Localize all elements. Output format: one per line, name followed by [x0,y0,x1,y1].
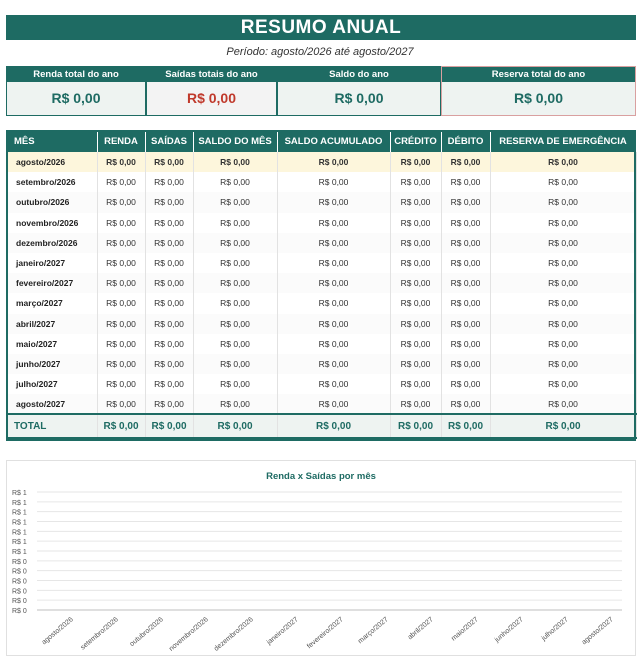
cell-credit[interactable]: R$ 0,00 [390,293,441,313]
card-total-reserve [441,66,636,116]
cell-debit[interactable]: R$ 0,00 [441,354,490,374]
cell-expenses[interactable]: R$ 0,00 [145,314,193,334]
cell-month-balance[interactable]: R$ 0,00 [193,354,277,374]
col-header-expenses: SAÍDAS [145,130,193,152]
cell-accumulated-balance[interactable]: R$ 0,00 [277,334,390,354]
cell-debit[interactable]: R$ 0,00 [441,314,490,334]
cell-income[interactable]: R$ 0,00 [97,354,145,374]
cell-debit[interactable]: R$ 0,00 [441,394,490,414]
cell-month[interactable]: setembro/2026 [6,172,97,192]
cell-month-balance[interactable]: R$ 0,00 [193,233,277,253]
y-tick-label: R$ 0 [12,588,27,596]
cell-credit[interactable]: R$ 0,00 [390,394,441,414]
x-tick-label: abril/2027 [406,616,435,642]
cell-debit[interactable]: R$ 0,00 [441,253,490,273]
cell-accumulated-balance[interactable]: R$ 0,00 [277,152,390,172]
cell-accumulated-balance[interactable]: R$ 0,00 [277,233,390,253]
cell-income[interactable]: R$ 0,00 [97,213,145,233]
cell-month-balance[interactable]: R$ 0,00 [193,172,277,192]
cell-emergency-reserve[interactable]: R$ 0,00 [490,314,636,334]
x-tick-label: outubro/2026 [128,616,165,649]
cell-emergency-reserve[interactable]: R$ 0,00 [490,293,636,313]
x-tick-label: fevereiro/2027 [305,616,345,651]
cell-income[interactable]: R$ 0,00 [97,293,145,313]
cell-debit[interactable]: R$ 0,00 [441,334,490,354]
cell-month[interactable]: março/2027 [6,293,97,313]
cell-credit[interactable]: R$ 0,00 [390,314,441,334]
table-row [6,172,636,192]
card-label: Reserva total do ano [442,67,635,82]
col-header-emergency-reserve: RESERVA DE EMERGÊNCIA [490,130,636,152]
cell-income[interactable]: R$ 0,00 [97,172,145,192]
table-row [6,152,636,172]
totals-row [6,414,636,438]
cell-accumulated-balance[interactable]: R$ 0,00 [277,354,390,374]
x-tick-label: setembro/2026 [79,616,120,652]
table-row [6,253,636,273]
x-tick-label: agosto/2026 [40,616,75,647]
cell-month[interactable]: agosto/2026 [6,152,97,172]
cell-income[interactable]: R$ 0,00 [97,334,145,354]
cell-credit[interactable]: R$ 0,00 [390,253,441,273]
col-header-accumulated-balance: SALDO ACUMULADO [277,130,390,152]
table-row [6,354,636,374]
cell-accumulated-balance[interactable]: R$ 0,00 [277,172,390,192]
col-header-credit: CRÉDITO [390,130,441,152]
cell-month[interactable]: fevereiro/2027 [6,273,97,293]
cell-emergency-reserve[interactable]: R$ 0,00 [490,334,636,354]
y-tick-label: R$ 1 [12,490,27,497]
x-tick-label: junho/2027 [493,616,525,644]
y-tick-label: R$ 1 [12,539,27,547]
cell-credit[interactable]: R$ 0,00 [390,233,441,253]
table-row [6,293,636,313]
chart-container [6,460,636,656]
cell-month-balance[interactable]: R$ 0,00 [193,293,277,313]
y-tick-label: R$ 1 [12,529,27,537]
total-cell: R$ 0,00 [145,414,193,438]
cell-month[interactable]: dezembro/2026 [6,233,97,253]
cell-expenses[interactable]: R$ 0,00 [145,273,193,293]
col-header-debit: DÉBITO [441,130,490,152]
cell-accumulated-balance[interactable]: R$ 0,00 [277,293,390,313]
cell-income[interactable]: R$ 0,00 [97,152,145,172]
cell-income[interactable]: R$ 0,00 [97,374,145,394]
cell-emergency-reserve[interactable]: R$ 0,00 [490,394,636,414]
cell-month-balance[interactable]: R$ 0,00 [193,192,277,212]
cell-accumulated-balance[interactable]: R$ 0,00 [277,213,390,233]
y-tick-label: R$ 1 [12,549,27,556]
cell-month-balance[interactable]: R$ 0,00 [193,253,277,273]
total-cell: R$ 0,00 [193,414,277,438]
cell-expenses[interactable]: R$ 0,00 [145,354,193,374]
card-value: R$ 0,00 [442,82,635,115]
cell-credit[interactable]: R$ 0,00 [390,354,441,374]
cell-emergency-reserve[interactable]: R$ 0,00 [490,192,636,212]
table-row [6,334,636,354]
page-title: RESUMO ANUAL [6,15,636,40]
period-label: Período: agosto/2026 até agosto/2027 [226,46,414,58]
cell-month[interactable]: novembro/2026 [6,213,97,233]
cell-emergency-reserve[interactable]: R$ 0,00 [490,152,636,172]
cell-emergency-reserve[interactable]: R$ 0,00 [490,213,636,233]
cell-debit[interactable]: R$ 0,00 [441,152,490,172]
cell-month[interactable]: agosto/2027 [6,394,97,414]
card-total-income [6,66,146,116]
table-row [6,374,636,394]
cell-month-balance[interactable]: R$ 0,00 [193,374,277,394]
x-tick-label: novembro/2026 [168,616,210,653]
cell-credit[interactable]: R$ 0,00 [390,192,441,212]
card-value: R$ 0,00 [7,82,145,115]
cell-accumulated-balance[interactable]: R$ 0,00 [277,374,390,394]
cell-debit[interactable]: R$ 0,00 [441,374,490,394]
cell-expenses[interactable]: R$ 0,00 [145,213,193,233]
card-value: R$ 0,00 [278,82,440,115]
cell-credit[interactable]: R$ 0,00 [390,213,441,233]
card-year-balance [277,66,441,116]
card-label: Saldo do ano [278,67,440,82]
cell-debit[interactable]: R$ 0,00 [441,192,490,212]
cell-income[interactable]: R$ 0,00 [97,273,145,293]
cell-emergency-reserve[interactable]: R$ 0,00 [490,253,636,273]
cell-emergency-reserve[interactable]: R$ 0,00 [490,233,636,253]
table-row [6,213,636,233]
y-tick-label: R$ 0 [12,568,27,576]
total-cell: R$ 0,00 [490,414,636,438]
cell-month-balance[interactable]: R$ 0,00 [193,394,277,414]
cell-expenses[interactable]: R$ 0,00 [145,152,193,172]
col-header-month: MÊS [6,130,97,152]
monthly-table [6,130,637,439]
cell-month[interactable]: outubro/2026 [6,192,97,212]
cell-expenses[interactable]: R$ 0,00 [145,253,193,273]
cell-emergency-reserve[interactable]: R$ 0,00 [490,273,636,293]
cell-accumulated-balance[interactable]: R$ 0,00 [277,253,390,273]
total-cell: R$ 0,00 [97,414,145,438]
cell-expenses[interactable]: R$ 0,00 [145,394,193,414]
cell-accumulated-balance[interactable]: R$ 0,00 [277,273,390,293]
totals-label: TOTAL [6,414,97,438]
cell-expenses[interactable]: R$ 0,00 [145,334,193,354]
card-value: R$ 0,00 [147,82,276,115]
cell-month[interactable]: maio/2027 [6,334,97,354]
cell-expenses[interactable]: R$ 0,00 [145,192,193,212]
y-tick-label: R$ 1 [12,499,27,507]
cell-expenses[interactable]: R$ 0,00 [145,293,193,313]
chart-title: Renda x Saídas por mês [266,471,376,482]
table-row [6,233,636,253]
x-tick-label: julho/2027 [540,616,570,643]
cell-month[interactable]: abril/2027 [6,314,97,334]
cell-debit[interactable]: R$ 0,00 [441,213,490,233]
cell-income[interactable]: R$ 0,00 [97,314,145,334]
card-total-expenses [146,66,277,116]
y-tick-label: R$ 0 [12,598,27,606]
col-header-income: RENDA [97,130,145,152]
cell-month-balance[interactable]: R$ 0,00 [193,213,277,233]
y-tick-label: R$ 0 [12,608,27,615]
card-label: Renda total do ano [7,67,145,82]
cell-income[interactable]: R$ 0,00 [97,192,145,212]
x-tick-label: março/2027 [356,616,390,646]
cell-credit[interactable]: R$ 0,00 [390,152,441,172]
table-row [6,314,636,334]
summary-cards [6,66,636,116]
cell-month[interactable]: janeiro/2027 [6,253,97,273]
y-tick-label: R$ 0 [12,578,27,586]
y-tick-label: R$ 1 [12,509,27,517]
cell-emergency-reserve[interactable]: R$ 0,00 [490,172,636,192]
cell-emergency-reserve[interactable]: R$ 0,00 [490,354,636,374]
x-tick-label: maio/2027 [450,616,480,643]
chart-plot [7,461,637,657]
cell-income[interactable]: R$ 0,00 [97,253,145,273]
cell-expenses[interactable]: R$ 0,00 [145,233,193,253]
cell-month[interactable]: julho/2027 [6,374,97,394]
cell-credit[interactable]: R$ 0,00 [390,374,441,394]
cell-debit[interactable]: R$ 0,00 [441,172,490,192]
total-cell: R$ 0,00 [277,414,390,438]
cell-expenses[interactable]: R$ 0,00 [145,172,193,192]
cell-month-balance[interactable]: R$ 0,00 [193,314,277,334]
x-tick-label: agosto/2027 [580,616,615,647]
table-row [6,273,636,293]
table-row [6,394,636,414]
cell-income[interactable]: R$ 0,00 [97,394,145,414]
cell-income[interactable]: R$ 0,00 [97,233,145,253]
cell-accumulated-balance[interactable]: R$ 0,00 [277,394,390,414]
col-header-month-balance: SALDO DO MÊS [193,130,277,152]
cell-emergency-reserve[interactable]: R$ 0,00 [490,374,636,394]
total-cell: R$ 0,00 [390,414,441,438]
x-tick-label: dezembro/2026 [213,616,255,653]
cell-credit[interactable]: R$ 0,00 [390,273,441,293]
cell-month-balance[interactable]: R$ 0,00 [193,273,277,293]
cell-debit[interactable]: R$ 0,00 [441,273,490,293]
cell-debit[interactable]: R$ 0,00 [441,233,490,253]
x-tick-label: janeiro/2027 [265,616,300,647]
cell-debit[interactable]: R$ 0,00 [441,293,490,313]
cell-month[interactable]: junho/2027 [6,354,97,374]
card-label: Saídas totais do ano [147,67,276,82]
total-cell: R$ 0,00 [441,414,490,438]
cell-accumulated-balance[interactable]: R$ 0,00 [277,192,390,212]
cell-expenses[interactable]: R$ 0,00 [145,374,193,394]
y-tick-label: R$ 0 [12,558,27,566]
cell-accumulated-balance[interactable]: R$ 0,00 [277,314,390,334]
cell-credit[interactable]: R$ 0,00 [390,172,441,192]
cell-month-balance[interactable]: R$ 0,00 [193,334,277,354]
cell-month-balance[interactable]: R$ 0,00 [193,152,277,172]
table-header-row [6,130,636,152]
table-row [6,192,636,212]
cell-credit[interactable]: R$ 0,00 [390,334,441,354]
y-tick-label: R$ 1 [12,519,27,527]
